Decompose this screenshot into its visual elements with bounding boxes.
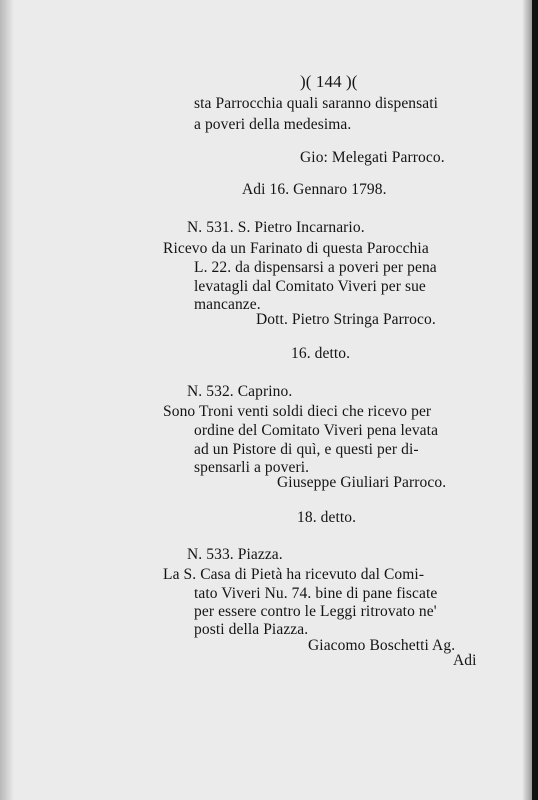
entry-heading: N. 532. Caprino. <box>187 383 293 400</box>
text-line: ordine del Comitato Viveri pena levata <box>194 422 439 439</box>
signature-line: Giacomo Boschetti Ag. <box>308 637 456 654</box>
page-edge-shadow <box>532 0 538 800</box>
text-line: a poveri della medesima. <box>194 116 352 133</box>
text-line: Ricevo da un Farinato di questa Parocchia <box>163 240 429 257</box>
text-line: posti della Piazza. <box>194 621 309 638</box>
signature-line: Giuseppe Giuliari Parroco. <box>277 474 447 491</box>
date-heading: Adi 16. Gennaro 1798. <box>242 181 387 198</box>
entry-heading: N. 531. S. Pietro Incarnario. <box>187 219 365 236</box>
text-line: sta Parrocchia quali saranno dispensati <box>194 95 439 112</box>
page-number-header: )( 144 )( <box>300 72 358 91</box>
text-line: La S. Casa di Pietà ha ricevuto dal Comi- <box>163 566 425 583</box>
signature-line: Dott. Pietro Stringa Parroco. <box>256 311 436 328</box>
date-heading: 18. detto. <box>297 509 357 526</box>
text-line: ad un Pistore di quì, e questi per di- <box>194 441 419 458</box>
text-line: Sono Troni venti soldi dieci che ricevo per <box>163 403 432 420</box>
text-line: L. 22. da dispensarsi a poveri per pena <box>194 259 437 276</box>
signature-line: Gio: Melegati Parroco. <box>300 149 445 166</box>
date-heading: 16. detto. <box>291 345 351 362</box>
catchword: Adi <box>453 652 477 669</box>
text-line: per essere contro le Leggi ritrovato ne' <box>194 603 437 620</box>
text-line: levatagli dal Comitato Viveri per sue <box>194 278 426 295</box>
text-line: tato Viveri Nu. 74. bine di pane fiscate <box>194 585 438 602</box>
text-line: spensarli a poveri. <box>194 459 310 476</box>
entry-heading: N. 533. Piazza. <box>187 546 283 563</box>
text-line: mancanze. <box>194 296 261 313</box>
